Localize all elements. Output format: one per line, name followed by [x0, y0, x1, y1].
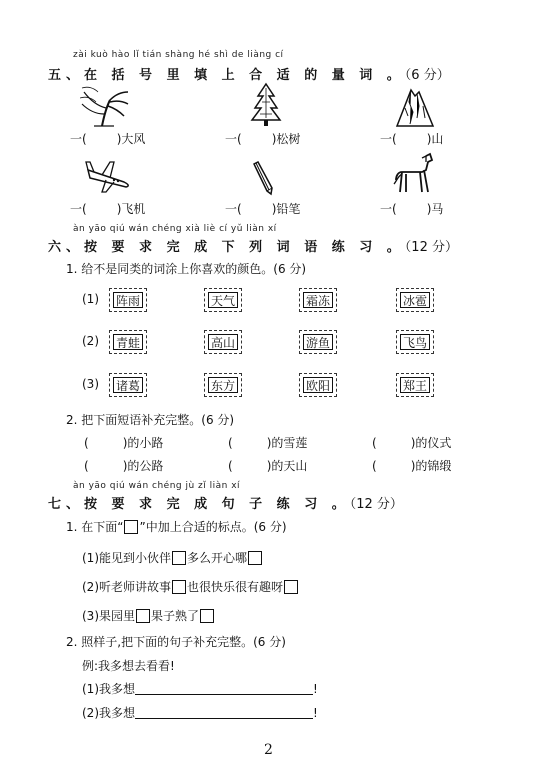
word-box[interactable]	[204, 330, 242, 354]
example-sentence: 例:我多想去看看!	[82, 659, 175, 673]
punct-box[interactable]	[248, 551, 262, 565]
word-text: 高山	[208, 334, 238, 350]
item-horse	[380, 200, 443, 217]
pencil-icon	[250, 160, 276, 196]
item-prefix: 一(	[70, 202, 87, 216]
punct-box-sample	[124, 520, 138, 534]
fill-line-2	[82, 704, 318, 721]
section7-q2: 2. 照样子,把下面的句子补充完整。(6 分)	[66, 635, 286, 649]
q1-text-a: 1. 在下面“	[66, 520, 124, 534]
phrase-item	[372, 457, 451, 474]
section7-q1	[66, 518, 287, 535]
item-prefix: 一(	[380, 202, 397, 216]
sentence-text: 也很快乐很有趣呀	[187, 580, 284, 594]
item-prefix: 一(	[225, 132, 242, 146]
phrase-item	[372, 434, 451, 451]
section5-title	[48, 64, 450, 83]
phrase-text: )的仪式	[410, 436, 452, 450]
item-prefix: 一(	[380, 132, 397, 146]
phrase-text: )的小路	[122, 436, 164, 450]
punct-box[interactable]	[172, 580, 186, 594]
item-suffix: )松树	[271, 132, 301, 146]
word-box[interactable]	[109, 330, 147, 354]
horse-icon	[392, 152, 436, 196]
item-suffix: )大风	[116, 132, 146, 146]
mountain-icon	[395, 86, 435, 128]
word-box[interactable]	[109, 373, 147, 397]
section6-pinyin: àn yāo qiú wán chéng xià liè cí yǔ liàn xí	[73, 224, 277, 234]
word-text: 冰雹	[400, 292, 430, 308]
word-text: 天气	[208, 292, 238, 308]
word-text: 阵雨	[113, 292, 143, 308]
paren: (	[228, 436, 233, 450]
fill-end: !	[313, 706, 318, 720]
section6-q2: 2. 把下面短语补充完整。(6 分)	[66, 413, 235, 427]
pine-tree-icon	[250, 82, 282, 128]
phrase-item	[228, 434, 307, 451]
word-box[interactable]	[109, 288, 147, 312]
fill-end: !	[313, 682, 318, 696]
item-suffix: )铅笔	[271, 202, 301, 216]
sentence-text: 果子熟了	[151, 609, 200, 623]
section5-pinyin: zài kuò hào lǐ tián shàng hé shì de liàng cí	[73, 50, 284, 60]
word-box[interactable]	[204, 373, 242, 397]
section7-title-text: 七、按 要 求 完 成 句 子 练 习 。	[48, 497, 350, 512]
word-text: 游鱼	[303, 334, 333, 350]
punct-box[interactable]	[284, 580, 298, 594]
sentence-2	[82, 578, 299, 595]
sentence-text: 多么开心哪	[187, 551, 248, 565]
paren: (	[372, 436, 377, 450]
word-text: 诸葛	[113, 377, 143, 393]
punct-box[interactable]	[200, 609, 214, 623]
word-text: 霜冻	[303, 292, 333, 308]
phrase-item	[84, 457, 163, 474]
item-pine	[225, 130, 300, 147]
sentence-1	[82, 549, 263, 566]
section7-score: （12 分）	[349, 497, 403, 512]
word-box[interactable]	[396, 373, 434, 397]
phrase-text: )的雪莲	[266, 436, 308, 450]
item-prefix: 一(	[70, 132, 87, 146]
fill-line-1	[82, 680, 318, 697]
group-label: (3)	[82, 377, 99, 391]
page-number: 2	[264, 742, 273, 758]
item-suffix: )飞机	[116, 202, 146, 216]
q1-text-b: ”中加上合适的标点。(6 分)	[139, 520, 287, 534]
airplane-icon	[84, 158, 132, 194]
answer-line[interactable]	[135, 718, 313, 719]
phrase-item	[84, 434, 163, 451]
phrase-text: )的天山	[266, 459, 308, 473]
section5-score: （6 分）	[404, 68, 450, 83]
group-label: (2)	[82, 334, 99, 348]
tree-in-wind-icon	[80, 84, 130, 128]
section6-q1: 1. 给不是同类的词涂上你喜欢的颜色。(6 分)	[66, 262, 307, 276]
sentence-text: (3)果园里	[82, 609, 135, 623]
item-mountain	[380, 130, 443, 147]
punct-box[interactable]	[136, 609, 150, 623]
item-pencil	[225, 200, 300, 217]
punct-box[interactable]	[172, 551, 186, 565]
word-box[interactable]	[299, 330, 337, 354]
phrase-text: )的锦缎	[410, 459, 452, 473]
item-prefix: 一(	[225, 202, 242, 216]
section7-pinyin: àn yāo qiú wán chéng jù zǐ liàn xí	[73, 481, 241, 491]
word-text: 欧阳	[303, 377, 333, 393]
word-text: 郑王	[400, 377, 430, 393]
answer-line[interactable]	[135, 694, 313, 695]
sentence-3	[82, 607, 215, 624]
word-box[interactable]	[396, 330, 434, 354]
phrase-item	[228, 457, 307, 474]
section6-title	[48, 236, 458, 255]
word-box[interactable]	[299, 373, 337, 397]
fill-label: (2)我多想	[82, 706, 135, 720]
paren: (	[228, 459, 233, 473]
word-text: 东方	[208, 377, 238, 393]
phrase-text: )的公路	[122, 459, 164, 473]
word-box[interactable]	[396, 288, 434, 312]
section6-title-text: 六、按 要 求 完 成 下 列 词 语 练 习 。	[48, 240, 405, 255]
section7-title	[48, 493, 403, 512]
word-box[interactable]	[204, 288, 242, 312]
item-plane	[70, 200, 145, 217]
item-wind	[70, 130, 145, 147]
paren: (	[372, 459, 377, 473]
paren: (	[84, 436, 89, 450]
word-text: 飞鸟	[400, 334, 430, 350]
sentence-text: (1)能见到小伙伴	[82, 551, 171, 565]
fill-label: (1)我多想	[82, 682, 135, 696]
word-box[interactable]	[299, 288, 337, 312]
group-label: (1)	[82, 292, 99, 306]
paren: (	[84, 459, 89, 473]
section6-score: （12 分）	[404, 240, 458, 255]
section5-title-text: 五、在 括 号 里 填 上 合 适 的 量 词 。	[48, 68, 405, 83]
item-suffix: )马	[426, 202, 444, 216]
sentence-text: (2)听老师讲故事	[82, 580, 171, 594]
word-text: 青蛙	[113, 334, 143, 350]
item-suffix: )山	[426, 132, 444, 146]
